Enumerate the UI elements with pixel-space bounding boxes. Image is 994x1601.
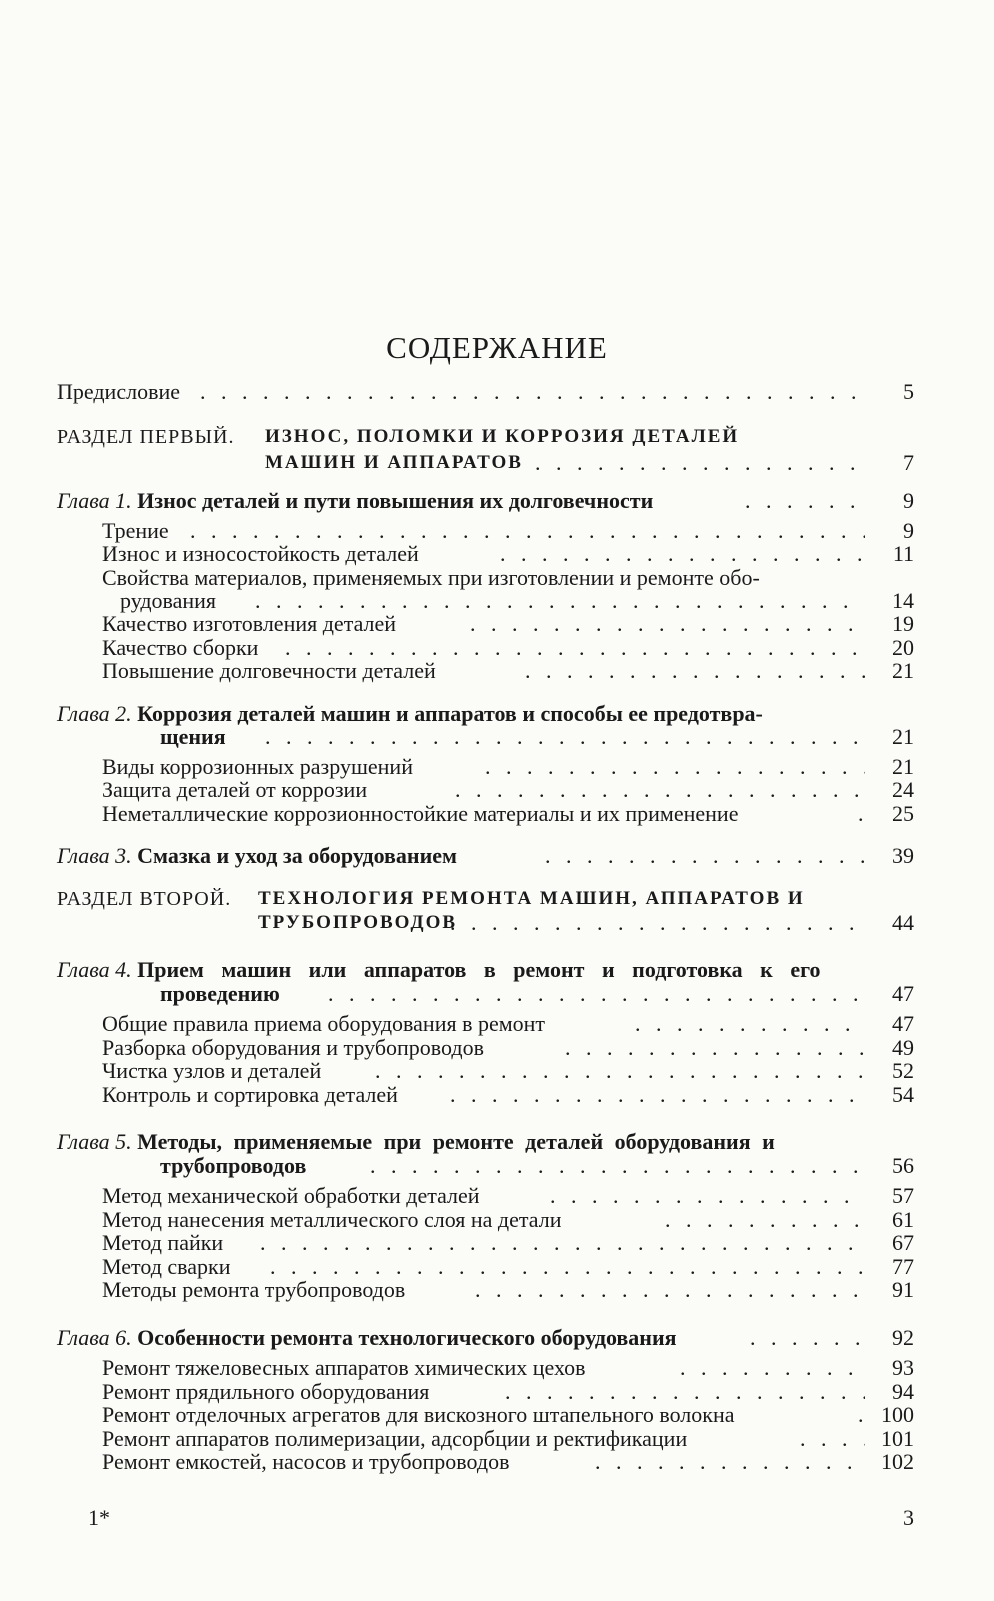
- entry-page: 61: [892, 1207, 914, 1232]
- dot-leader: [545, 842, 865, 870]
- chapter-1-heading: [0, 487, 994, 515]
- chapter-title-line2: проведению: [160, 981, 280, 1006]
- entry-label: Ремонт тяжеловесных аппаратов химических цехов: [102, 1355, 586, 1380]
- entry-label: Ремонт аппаратов полимеризации, адсорбции и ректификации: [102, 1426, 688, 1451]
- chapter-prefix: Глава 5.: [57, 1129, 132, 1154]
- entry-label: Ремонт прядильного оборудования: [102, 1379, 430, 1404]
- chapter-title: Износ деталей и пути повышения их долговечности: [137, 488, 654, 513]
- dot-leader: [450, 1081, 865, 1109]
- dot-leader: [535, 449, 865, 477]
- chapter-title-line1: Методы, применяемые при ремонте деталей оборудования и: [137, 1129, 775, 1154]
- entry-label: Виды коррозионных разрушений: [102, 754, 413, 779]
- entry-label: Трение: [102, 518, 169, 543]
- entry-page: 101: [881, 1426, 914, 1451]
- entry-label: Ремонт отделочных агрегатов для вискозного штапельного волокна: [102, 1402, 735, 1427]
- entry-label: Общие правила приема оборудования в ремонт: [102, 1011, 546, 1036]
- chapter-prefix: Глава 3.: [57, 843, 132, 868]
- section-label: РАЗДЕЛ ПЕРВЫЙ.: [57, 426, 235, 448]
- entry-label: Ремонт емкостей, насосов и трубопроводов: [102, 1449, 510, 1474]
- entry-label: Неметаллические коррозионностойкие материалы и их применение: [102, 801, 739, 826]
- page-title: СОДЕРЖАНИЕ: [386, 330, 608, 365]
- dot-leader: [750, 1324, 865, 1352]
- entry-page: 93: [892, 1355, 914, 1380]
- entry-page: 54: [892, 1082, 914, 1107]
- dot-leader: [475, 1276, 865, 1304]
- chapter-5-heading-line2: [0, 1152, 994, 1180]
- chapter-title-line2: щения: [160, 724, 226, 749]
- chapter-title-line1: Прием машин или аппаратов в ремонт и подготовка к его: [137, 957, 821, 982]
- entry-label: Предисловие: [57, 379, 180, 404]
- chapter-title-line1: Коррозия деталей машин и аппаратов и способы ее предотвра-: [137, 701, 763, 726]
- chapter-title: Особенности ремонта технологического оборудования: [137, 1325, 677, 1350]
- entry-label: Метод нанесения металлического слоя на детали: [102, 1207, 562, 1232]
- entry-page: 77: [892, 1254, 914, 1279]
- entry-page: 102: [881, 1449, 914, 1474]
- entry-label: Износ и износостойкость деталей: [102, 541, 419, 566]
- entry-page: 21: [892, 724, 914, 749]
- entry-page: 19: [892, 611, 914, 636]
- section-title-line2: МАШИН И АППАРАТОВ: [265, 452, 523, 473]
- chapter-prefix: Глава 2.: [57, 701, 132, 726]
- entry-label: рудования: [120, 588, 217, 613]
- entry-page: 21: [892, 658, 914, 683]
- entry-page: 9: [903, 518, 914, 543]
- entry-label: Метод пайки: [102, 1230, 224, 1255]
- dot-leader: [328, 980, 865, 1008]
- toc-entry-preface: [0, 378, 994, 406]
- entry-page: 44: [892, 910, 914, 935]
- section-heading-1-line2: [0, 449, 994, 477]
- entry-page: 56: [892, 1153, 914, 1178]
- dot-leader: [450, 909, 865, 937]
- section-title-line2: ТРУБОПРОВОДОВ: [258, 912, 458, 933]
- entry-page: 100: [881, 1402, 914, 1427]
- toc-entry: [0, 1081, 994, 1109]
- entry-page: 25: [892, 801, 914, 826]
- chapter-prefix: Глава 1.: [57, 488, 132, 513]
- section-heading-2-line2: [0, 909, 994, 937]
- entry-page: 67: [892, 1230, 914, 1255]
- toc-entry: [0, 1276, 994, 1304]
- entry-label: Чистка узлов и деталей: [102, 1058, 322, 1083]
- section-heading-1: [0, 423, 994, 451]
- entry-page: 47: [892, 1011, 914, 1036]
- entry-page: 9: [903, 488, 914, 513]
- entry-label: Методы ремонта трубопроводов: [102, 1277, 406, 1302]
- entry-page: 57: [892, 1183, 914, 1208]
- page-number: 3: [903, 1505, 914, 1530]
- chapter-title: Смазка и уход за оборудованием: [137, 843, 458, 868]
- chapter-4-heading-line2: [0, 980, 994, 1008]
- chapter-prefix: Глава 6.: [57, 1325, 132, 1350]
- dot-leader: [525, 657, 865, 685]
- toc-entry: [0, 800, 994, 828]
- entry-page: 7: [903, 450, 914, 475]
- chapter-2-heading-line2: [0, 723, 994, 751]
- entry-page: 92: [892, 1325, 914, 1350]
- entry-page: 39: [892, 843, 914, 868]
- entry-label: Контроль и сортировка деталей: [102, 1082, 398, 1107]
- dot-leader: [265, 723, 865, 751]
- entry-page: 49: [892, 1035, 914, 1060]
- entry-label: Свойства материалов, применяемых при изготовлении и ремонте обо-: [102, 565, 760, 590]
- entry-label: Защита деталей от коррозии: [102, 777, 368, 802]
- dot-leader: [200, 378, 865, 406]
- dot-leader: [595, 1448, 865, 1476]
- entry-page: 91: [892, 1277, 914, 1302]
- entry-page: 5: [903, 379, 914, 404]
- entry-page: 11: [892, 541, 914, 566]
- section-title-line1: ИЗНОС, ПОЛОМКИ И КОРРОЗИЯ ДЕТАЛЕЙ: [265, 426, 740, 447]
- chapter-3-heading: [0, 842, 994, 870]
- entry-page: 52: [892, 1058, 914, 1083]
- entry-label: Качество сборки: [102, 635, 259, 660]
- section-label: РАЗДЕЛ ВТОРОЙ.: [57, 888, 232, 910]
- dot-leader: [370, 1152, 865, 1180]
- entry-label: Качество изготовления деталей: [102, 611, 397, 636]
- signature-mark: 1*: [88, 1505, 110, 1530]
- entry-label: Метод механической обработки деталей: [102, 1183, 480, 1208]
- entry-page: 47: [892, 981, 914, 1006]
- entry-page: 21: [892, 754, 914, 779]
- chapter-prefix: Глава 4.: [57, 957, 132, 982]
- entry-page: 20: [892, 635, 914, 660]
- entry-page: 94: [892, 1379, 914, 1404]
- toc-entry: [0, 1448, 994, 1476]
- toc-entry: [0, 657, 994, 685]
- entry-page: 14: [892, 588, 914, 613]
- chapter-6-heading: [0, 1324, 994, 1352]
- entry-page: 24: [892, 777, 914, 802]
- dot-leader: [745, 487, 865, 515]
- chapter-title-line2: трубопроводов: [160, 1153, 307, 1178]
- entry-label: Разборка оборудования и трубопроводов: [102, 1035, 484, 1060]
- section-title-line1: ТЕХНОЛОГИЯ РЕМОНТА МАШИН, АППАРАТОВ И: [258, 888, 805, 909]
- entry-label: Метод сварки: [102, 1254, 231, 1279]
- entry-label: Повышение долговечности деталей: [102, 658, 436, 683]
